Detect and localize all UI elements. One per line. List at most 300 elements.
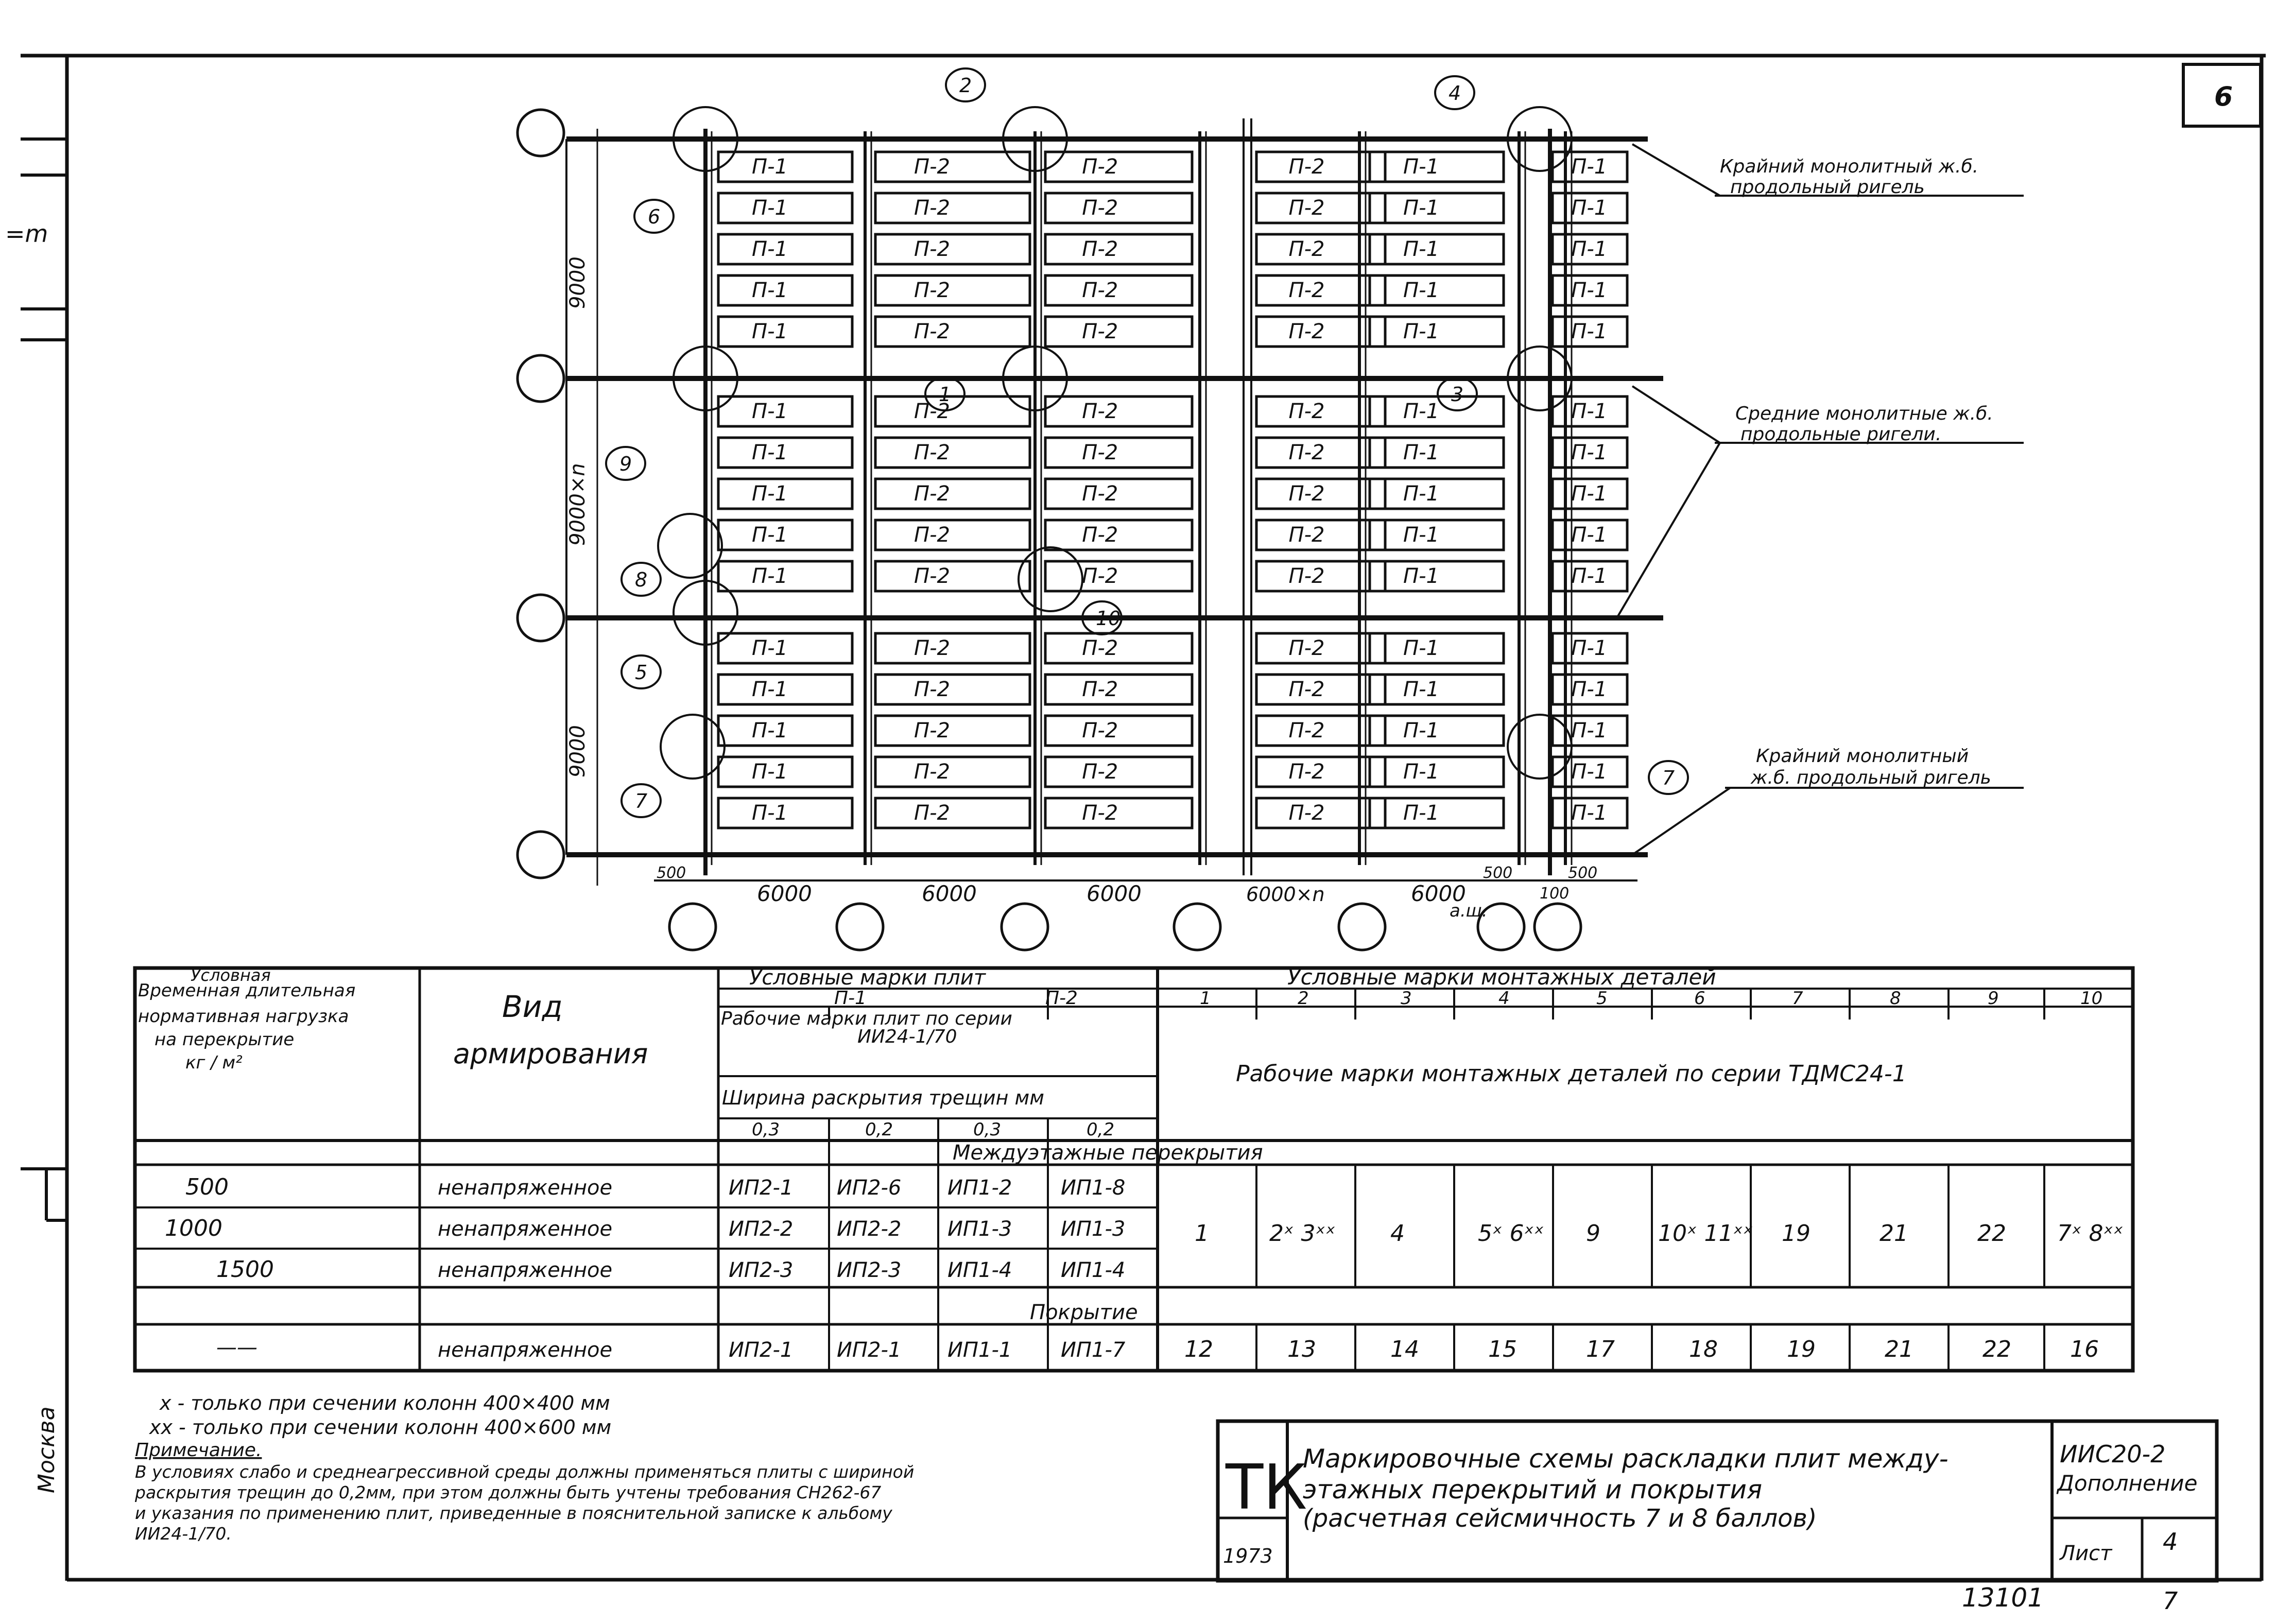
slab-label: П-2 bbox=[914, 196, 950, 220]
row-load: 500 bbox=[185, 1174, 229, 1200]
slab-label: П-2 bbox=[914, 523, 950, 547]
slab-panel bbox=[1370, 520, 1504, 550]
slab-panel bbox=[718, 193, 852, 223]
row-slab-mark: ИП2-3 bbox=[729, 1258, 794, 1282]
slab-label: П-1 bbox=[1571, 155, 1608, 179]
row-load: 1000 bbox=[165, 1215, 222, 1241]
slab-label: П-1 bbox=[752, 400, 788, 423]
detail-number: 4 bbox=[1498, 988, 1510, 1009]
head-load-1: Временная длительная bbox=[138, 980, 356, 1001]
callout-label: 10 bbox=[1096, 607, 1121, 630]
slab-label: П-2 bbox=[1288, 320, 1325, 343]
slab-label: П-2 bbox=[914, 564, 950, 588]
slab-label: П-1 bbox=[1571, 237, 1608, 261]
slab-panel bbox=[1045, 193, 1192, 223]
slab-label: П-2 bbox=[1288, 636, 1325, 660]
slab-label: П-2 bbox=[914, 801, 950, 825]
floor-detail-mark: 5ˣ 6ˣˣ bbox=[1478, 1220, 1544, 1247]
slab-label: П-2 bbox=[1288, 441, 1325, 464]
slab-panel bbox=[875, 193, 1030, 223]
slab-panel bbox=[1370, 438, 1504, 468]
floor-detail-mark: 4 bbox=[1390, 1220, 1405, 1247]
roof-detail-mark: 12 bbox=[1184, 1336, 1213, 1362]
slab-panel bbox=[1553, 757, 1627, 787]
slab-panel bbox=[1553, 675, 1627, 704]
dimension-left-3: 9000 bbox=[566, 725, 590, 778]
slab-label: П-1 bbox=[1403, 441, 1439, 464]
roof-slab-mark: ИП1-1 bbox=[947, 1338, 1012, 1362]
slab-label: П-2 bbox=[1082, 155, 1118, 179]
slab-label: П-2 bbox=[1288, 155, 1325, 179]
slab-label: П-2 bbox=[1082, 760, 1118, 784]
footnote-heading: Примечание. bbox=[135, 1440, 262, 1461]
head-load-2: нормативная нагрузка bbox=[138, 1006, 349, 1027]
slab-panel bbox=[1045, 798, 1192, 828]
callout-label: 7 bbox=[1662, 767, 1675, 789]
roof-detail-mark: 19 bbox=[1787, 1336, 1816, 1362]
dimension-left-1: 9000 bbox=[566, 256, 590, 309]
slab-label: П-2 bbox=[914, 719, 950, 742]
slab-panel bbox=[718, 561, 852, 591]
slab-panel bbox=[718, 757, 852, 787]
callout-marker bbox=[1649, 761, 1688, 794]
slab-label: П-2 bbox=[1082, 523, 1118, 547]
slab-panel bbox=[718, 396, 852, 426]
slab-label: П-2 bbox=[914, 237, 950, 261]
head-details-work: Рабочие марки монтажных деталей по серии ТДМС24-1 bbox=[1236, 1061, 1907, 1087]
title-line-1: этажных перекрытий и покрытия bbox=[1303, 1475, 1763, 1505]
slab-panel bbox=[1045, 633, 1192, 663]
footnote-body-2: и указания по применению плит, приведенные в пояснительной записке к альбому bbox=[135, 1503, 892, 1523]
callout-marker bbox=[622, 563, 661, 596]
slab-label: П-2 bbox=[1288, 196, 1325, 220]
dimension-bottom-2: 6000 bbox=[922, 881, 977, 906]
head-p2: П-2 bbox=[1045, 988, 1078, 1009]
head-load-0: Условная bbox=[191, 965, 271, 985]
slab-label: П-1 bbox=[752, 801, 788, 825]
detail-number: 9 bbox=[1988, 988, 1999, 1009]
slab-label: П-2 bbox=[914, 155, 950, 179]
slab-panel bbox=[718, 520, 852, 550]
slab-panel bbox=[1553, 798, 1627, 828]
slab-label: П-2 bbox=[1288, 523, 1325, 547]
head-slab-marks: Условные марки плит bbox=[749, 966, 986, 990]
slab-panel bbox=[875, 234, 1030, 264]
roof-detail-mark: 15 bbox=[1488, 1336, 1517, 1362]
slab-label: П-1 bbox=[1571, 441, 1608, 464]
slab-label: П-2 bbox=[1288, 719, 1325, 742]
slab-label: П-1 bbox=[1403, 320, 1439, 343]
slab-panel bbox=[875, 275, 1030, 305]
footnote-body-3: ИИ24-1/70. bbox=[135, 1524, 232, 1544]
slab-label: П-2 bbox=[1288, 678, 1325, 701]
page-number: 7 bbox=[2163, 1587, 2178, 1615]
axis-marker-row bbox=[518, 832, 564, 878]
slab-panel bbox=[1370, 396, 1504, 426]
slab-label: П-1 bbox=[1571, 523, 1608, 547]
table-body bbox=[165, 1174, 2124, 1362]
slab-label: П-2 bbox=[1288, 400, 1325, 423]
slab-panel bbox=[1370, 479, 1504, 509]
row-slab-mark: ИП1-4 bbox=[1061, 1258, 1126, 1282]
dimension-bottom-1: 6000 bbox=[757, 881, 812, 906]
note-middle-line2: продольные ригели. bbox=[1740, 424, 1942, 445]
slab-label: П-2 bbox=[914, 441, 950, 464]
slab-panel bbox=[718, 633, 852, 663]
slab-label: П-2 bbox=[1082, 441, 1118, 464]
slab-panel bbox=[718, 675, 852, 704]
section-floor-label: Междуэтажные перекрытия bbox=[953, 1141, 1263, 1165]
head-work-marks-1: ИИ24-1/70 bbox=[857, 1026, 957, 1047]
callout-label: 9 bbox=[619, 453, 632, 475]
title-year: 1973 bbox=[1223, 1545, 1273, 1567]
slab-label: П-2 bbox=[1288, 760, 1325, 784]
title-sheet-label: Лист bbox=[2060, 1542, 2112, 1565]
callout-marker bbox=[925, 377, 964, 410]
slab-panel bbox=[718, 317, 852, 347]
slab-label: П-2 bbox=[914, 320, 950, 343]
footnote-body-1: раскрытия трещин до 0,2мм, при этом должны быть учтены требования СН262-67 bbox=[135, 1482, 882, 1502]
dimension-bottom-5: 6000 bbox=[1411, 881, 1466, 906]
detail-number: 7 bbox=[1792, 988, 1803, 1009]
roof-detail-mark: 21 bbox=[1885, 1336, 1913, 1362]
slab-panel bbox=[875, 716, 1030, 746]
slab-label: П-1 bbox=[1403, 636, 1439, 660]
dimension-bottom-6: 500 bbox=[1483, 864, 1513, 882]
slab-label: П-1 bbox=[1571, 564, 1608, 588]
slab-label: П-1 bbox=[752, 523, 788, 547]
slab-panel bbox=[1045, 675, 1192, 704]
slab-grid bbox=[705, 131, 1627, 865]
footnote-xx: хх - только при сечении колонн 400×600 мм bbox=[149, 1416, 612, 1439]
slab-panel bbox=[1045, 520, 1192, 550]
roof-detail-mark: 17 bbox=[1586, 1336, 1615, 1362]
note-edge-top-line1: Крайний монолитный ж.б. bbox=[1720, 156, 1979, 177]
floor-detail-mark: 7ˣ 8ˣˣ bbox=[2057, 1220, 2124, 1247]
head-load-3: на перекрытие bbox=[154, 1029, 295, 1050]
callout-marker bbox=[622, 784, 661, 817]
slab-label: П-2 bbox=[914, 279, 950, 302]
slab-panel bbox=[1370, 561, 1504, 591]
slab-label: П-2 bbox=[1082, 564, 1118, 588]
head-p1: П-1 bbox=[834, 988, 867, 1009]
callout-label: 7 bbox=[635, 790, 648, 813]
axis-marker-column bbox=[669, 904, 716, 950]
roof-detail-mark: 16 bbox=[2070, 1336, 2099, 1362]
title-series: ИИС20-2 bbox=[2060, 1440, 2166, 1468]
slab-panel bbox=[1045, 757, 1192, 787]
slab-panel bbox=[875, 317, 1030, 347]
slab-panel bbox=[875, 757, 1030, 787]
slab-panel bbox=[1045, 396, 1192, 426]
slab-panel bbox=[718, 479, 852, 509]
axis-marker-column bbox=[1339, 904, 1385, 950]
floor-detail-mark: 9 bbox=[1586, 1220, 1600, 1247]
head-reinf-1: армирования bbox=[453, 1038, 648, 1070]
slab-panel bbox=[1553, 561, 1627, 591]
axis-marker-column bbox=[1535, 904, 1581, 950]
row-slab-mark: ИП2-6 bbox=[837, 1176, 902, 1200]
slab-label: П-1 bbox=[1571, 760, 1608, 784]
callout-label: 5 bbox=[635, 661, 648, 684]
slab-label: П-1 bbox=[1403, 719, 1439, 742]
row-slab-mark: ИП1-2 bbox=[947, 1176, 1012, 1200]
slab-label: П-1 bbox=[1403, 279, 1439, 302]
slab-label: П-1 bbox=[752, 155, 788, 179]
callout-label: 3 bbox=[1451, 383, 1464, 406]
slab-label: П-2 bbox=[1082, 719, 1118, 742]
slab-label: П-1 bbox=[1403, 801, 1439, 825]
slab-panel bbox=[1553, 275, 1627, 305]
slab-panel bbox=[1370, 193, 1504, 223]
slab-label: П-1 bbox=[752, 237, 788, 261]
slab-label: П-1 bbox=[1571, 801, 1608, 825]
slab-label: П-2 bbox=[1082, 482, 1118, 506]
slab-panel bbox=[875, 438, 1030, 468]
slab-panel bbox=[1553, 438, 1627, 468]
slab-panel bbox=[1045, 479, 1192, 509]
slab-label: П-2 bbox=[914, 400, 950, 423]
archive-number: 13101 bbox=[1962, 1583, 2044, 1613]
slab-panel bbox=[1045, 561, 1192, 591]
slab-label: П-2 bbox=[1082, 801, 1118, 825]
row-reinf: ненапряженное bbox=[438, 1176, 613, 1200]
note-edge-bottom-line1: Крайний монолитный bbox=[1756, 746, 1969, 767]
slab-label: П-2 bbox=[914, 678, 950, 701]
slab-label: П-1 bbox=[1571, 678, 1608, 701]
slab-panel bbox=[1553, 479, 1627, 509]
slab-label: П-1 bbox=[752, 678, 788, 701]
slab-panel bbox=[718, 152, 852, 182]
callout-label: 2 bbox=[959, 74, 972, 97]
detail-number: 10 bbox=[2080, 988, 2103, 1009]
slab-label: П-1 bbox=[1571, 400, 1608, 423]
slab-panel bbox=[1045, 275, 1192, 305]
slab-panel bbox=[718, 275, 852, 305]
axis-marker-column bbox=[837, 904, 883, 950]
slab-panel bbox=[1370, 633, 1504, 663]
slab-label: П-2 bbox=[1288, 279, 1325, 302]
roof-slab-mark: ИП2-1 bbox=[729, 1338, 794, 1362]
slab-label: П-1 bbox=[1403, 564, 1439, 588]
footnote-x: х - только при сечении колонн 400×400 мм bbox=[160, 1392, 610, 1414]
slab-label: П-1 bbox=[1403, 760, 1439, 784]
slab-panel bbox=[875, 675, 1030, 704]
slab-label: П-1 bbox=[752, 482, 788, 506]
callout-marker bbox=[606, 447, 645, 480]
callout-label: 4 bbox=[1449, 82, 1461, 105]
slab-label: П-1 bbox=[1403, 237, 1439, 261]
row-reinf: ненапряженное bbox=[438, 1217, 613, 1241]
slab-label: П-1 bbox=[1571, 279, 1608, 302]
roof-load: —— bbox=[216, 1336, 257, 1359]
slab-label: П-2 bbox=[1082, 279, 1118, 302]
slab-panel bbox=[1045, 716, 1192, 746]
slab-panel bbox=[1045, 152, 1192, 182]
slab-label: П-1 bbox=[752, 279, 788, 302]
margin-label-bottom: Москва bbox=[33, 1406, 60, 1493]
detail-circle bbox=[1019, 547, 1082, 611]
row-reinf: ненапряженное bbox=[438, 1258, 613, 1282]
table-row bbox=[185, 1174, 1125, 1200]
slab-panel bbox=[875, 396, 1030, 426]
row-slab-mark: ИП2-3 bbox=[837, 1258, 902, 1282]
slab-panel bbox=[1045, 317, 1192, 347]
callout-marker bbox=[1438, 377, 1477, 410]
crack-value-0: 0,3 bbox=[752, 1119, 780, 1140]
slab-panel bbox=[875, 520, 1030, 550]
slab-panel bbox=[718, 716, 852, 746]
note-edge-top-line2: продольный ригель bbox=[1730, 177, 1925, 198]
slab-panel bbox=[1370, 152, 1504, 182]
head-details: Условные марки монтажных деталей bbox=[1287, 964, 1716, 990]
slab-panel bbox=[1045, 234, 1192, 264]
callout-marker bbox=[1435, 76, 1474, 109]
roof-detail-mark: 13 bbox=[1287, 1336, 1316, 1362]
head-work-marks-0: Рабочие марки плит по серии bbox=[721, 1008, 1012, 1029]
title-addition: Дополнение bbox=[2057, 1471, 2198, 1496]
slab-panel bbox=[875, 633, 1030, 663]
slab-label: П-1 bbox=[1571, 719, 1608, 742]
detail-number: 5 bbox=[1596, 988, 1608, 1009]
row-load: 1500 bbox=[216, 1256, 274, 1283]
slab-panel bbox=[1553, 716, 1627, 746]
slab-panel bbox=[1370, 275, 1504, 305]
slab-panel bbox=[1370, 317, 1504, 347]
slab-panel bbox=[875, 479, 1030, 509]
sheet-corner-number: 6 bbox=[2214, 81, 2233, 112]
row-slab-mark: ИП1-3 bbox=[947, 1217, 1012, 1241]
dimension-bottom-8: 500 bbox=[1568, 864, 1598, 882]
slab-label: П-1 bbox=[1403, 196, 1439, 220]
slab-label: П-1 bbox=[752, 196, 788, 220]
slab-label: П-1 bbox=[752, 636, 788, 660]
table-row bbox=[216, 1256, 1125, 1283]
slab-label: П-2 bbox=[1082, 196, 1118, 220]
crack-value-1: 0,2 bbox=[865, 1119, 893, 1140]
dimension-bottom-7: 100 bbox=[1540, 885, 1570, 903]
slab-panel bbox=[875, 152, 1030, 182]
slab-panel bbox=[718, 234, 852, 264]
floor-detail-mark: 2ˣ 3ˣˣ bbox=[1269, 1220, 1336, 1247]
slab-label: П-1 bbox=[1403, 678, 1439, 701]
detail-number: 2 bbox=[1298, 988, 1309, 1009]
head-load-4: кг / м² bbox=[185, 1052, 243, 1073]
callout-label: 6 bbox=[648, 205, 661, 228]
row-slab-mark: ИП2-2 bbox=[729, 1217, 794, 1241]
row-slab-mark: ИП1-3 bbox=[1061, 1217, 1126, 1241]
slab-label: П-2 bbox=[1288, 237, 1325, 261]
slab-label: П-2 bbox=[914, 636, 950, 660]
sheet-frame bbox=[21, 56, 2266, 1581]
detail-number: 6 bbox=[1694, 988, 1705, 1009]
slab-panel bbox=[1370, 675, 1504, 704]
slab-label: П-1 bbox=[1403, 400, 1439, 423]
slab-label: П-1 bbox=[1571, 320, 1608, 343]
slab-label: П-1 bbox=[1403, 155, 1439, 179]
title-line-0: Маркировочные схемы раскладки плит между- bbox=[1303, 1444, 1949, 1474]
slab-label: П-1 bbox=[752, 564, 788, 588]
callout-marker bbox=[634, 200, 674, 233]
slab-label: П-1 bbox=[1403, 523, 1439, 547]
roof-detail-mark: 18 bbox=[1689, 1336, 1718, 1362]
slab-panel bbox=[875, 798, 1030, 828]
roof-slab-mark: ИП1-7 bbox=[1061, 1338, 1126, 1362]
floor-detail-mark: 21 bbox=[1880, 1220, 1908, 1247]
dimension-bottom-0: 500 bbox=[657, 864, 686, 882]
row-slab-mark: ИП2-1 bbox=[729, 1176, 794, 1200]
slab-label: П-1 bbox=[1571, 196, 1608, 220]
slab-panel bbox=[1370, 716, 1504, 746]
floor-detail-mark: 10ˣ 11ˣˣ bbox=[1658, 1220, 1753, 1247]
floor-detail-mark: 19 bbox=[1782, 1220, 1811, 1247]
slab-panel bbox=[1553, 152, 1627, 182]
callout-label: 8 bbox=[635, 568, 648, 591]
slab-label: П-1 bbox=[752, 441, 788, 464]
slab-panel bbox=[718, 438, 852, 468]
slab-panel bbox=[1553, 633, 1627, 663]
detail-number: 1 bbox=[1200, 988, 1211, 1009]
slab-panel bbox=[1370, 757, 1504, 787]
slab-label: П-1 bbox=[1403, 482, 1439, 506]
slab-label: П-2 bbox=[1288, 801, 1325, 825]
detail-circle bbox=[661, 715, 725, 779]
slab-panel bbox=[875, 561, 1030, 591]
slab-label: П-1 bbox=[1571, 636, 1608, 660]
slab-label: П-2 bbox=[1082, 636, 1118, 660]
title-line-2: (расчетная сейсмичность 7 и 8 баллов) bbox=[1303, 1504, 1817, 1533]
axis-marker-row bbox=[518, 355, 564, 402]
dimension-left-2: 9000×n bbox=[566, 463, 590, 546]
roof-detail-mark: 14 bbox=[1390, 1336, 1419, 1362]
slab-label: П-2 bbox=[1288, 482, 1325, 506]
row-slab-mark: ИП1-8 bbox=[1061, 1176, 1126, 1200]
slab-label: П-1 bbox=[752, 719, 788, 742]
detail-number: 3 bbox=[1401, 988, 1412, 1009]
roof-slab-mark: ИП2-1 bbox=[837, 1338, 902, 1362]
footnote-body-0: В условиях слабо и среднеагрессивной среды должны применяться плиты с шириной bbox=[135, 1462, 915, 1482]
slab-panel bbox=[1553, 193, 1627, 223]
note-middle-line1: Средние монолитные ж.б. bbox=[1735, 403, 1993, 424]
head-reinf-0: Вид bbox=[502, 989, 563, 1024]
head-crack: Ширина раскрытия трещин мм bbox=[722, 1086, 1044, 1109]
title-logo: ТК bbox=[1226, 1452, 1307, 1524]
roof-detail-mark: 22 bbox=[1982, 1336, 2011, 1362]
dimension-bottom-3: 6000 bbox=[1087, 881, 1142, 906]
section-roof-label: Покрытие bbox=[1030, 1301, 1138, 1324]
margin-label-top: =m bbox=[5, 220, 48, 248]
slab-panel bbox=[1370, 798, 1504, 828]
dimension-bottom-extra: а.ш. bbox=[1450, 901, 1488, 921]
callout-label: 1 bbox=[939, 383, 952, 406]
crack-value-3: 0,2 bbox=[1087, 1119, 1115, 1140]
slab-panel bbox=[1553, 234, 1627, 264]
slab-panel bbox=[718, 798, 852, 828]
callout-marker bbox=[622, 655, 661, 688]
detail-number: 8 bbox=[1890, 988, 1901, 1009]
slab-label: П-1 bbox=[752, 320, 788, 343]
axis-marker-row bbox=[518, 110, 564, 156]
plan-drawing bbox=[518, 68, 1688, 950]
note-edge-bottom-line2: ж.б. продольный ригель bbox=[1751, 767, 1991, 788]
slab-label: П-1 bbox=[1571, 482, 1608, 506]
axis-marker-row bbox=[518, 595, 564, 641]
axis-marker-column bbox=[1002, 904, 1048, 950]
floor-detail-mark: 22 bbox=[1977, 1220, 2006, 1247]
slab-label: П-2 bbox=[1288, 564, 1325, 588]
slab-label: П-2 bbox=[914, 482, 950, 506]
callout-marker bbox=[946, 68, 985, 101]
